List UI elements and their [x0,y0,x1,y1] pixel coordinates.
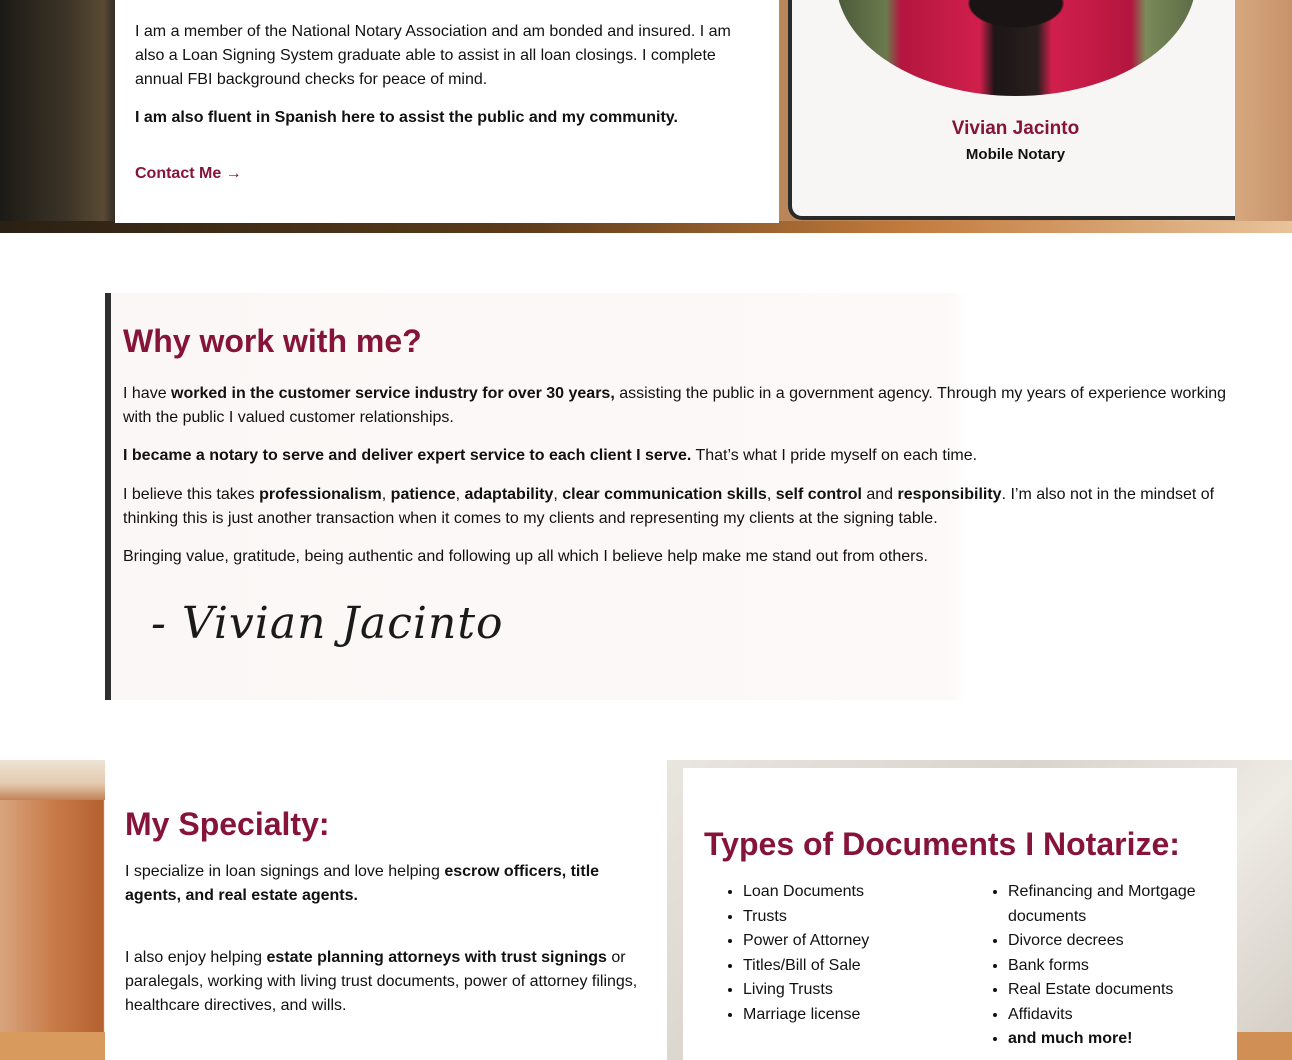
why-work-with-me-section [105,293,1240,700]
list-item: • Power of Attorney [743,929,963,954]
profile-photo [836,0,1196,96]
text: I also enjoy helping [125,949,267,966]
list-item: • Affidavits [1008,1003,1238,1028]
list-item: • and much more! [1008,1027,1238,1052]
list-item: • Titles/Bill of Sale [743,954,963,979]
documents-list-column-2 [988,880,1238,1052]
documents-heading: Types of Documents I Notarize: [704,826,1180,862]
specialty-paragraph-loan [125,860,645,908]
list-item: • Trusts [743,905,963,930]
list-item: • Bank forms [1008,954,1238,979]
text: . I’m also not in the mindset of thinking this is just another transaction when it comes to my clients and representing my clients at the signing table. [123,486,1215,527]
spanish-paragraph: I am also fluent in Spanish here to assist the public and my community. [135,109,678,126]
emphasis: self control [775,486,862,503]
emphasis: professionalism [259,486,382,503]
emphasis: escrow officers, title agents, and real estate agents. [125,863,600,904]
why-paragraph-experience [123,382,1238,430]
signature: - Vivian Jacinto [151,598,504,649]
about-paragraph: I am a member of the National Notary Association and am bonded and insured. I am also a Loan Signing System graduate able to assist in all loan closings. I complete annual FBI background checks for peace of mind. [135,23,731,88]
specialty-documents-section [0,760,1292,1060]
text: I specialize in loan signings and love helping [125,863,445,880]
about-card [115,0,779,223]
text: assisting the public in a government agency. Through my years of experience working with the public I valued customer relationships. [123,385,1227,426]
about-section [0,0,1292,233]
why-paragraph-service [123,444,1238,468]
documents-card [683,768,1237,1060]
list-item: • Loan Documents [743,880,963,905]
background-photo [0,1032,105,1060]
list-item: • Divorce decrees [1008,929,1238,954]
why-paragraph-value: Bringing value, gratitude, being authentic and following up all which I believe help make me stand out from others. [123,548,928,565]
emphasis: I became a notary to serve and deliver expert service to each client I serve. [123,447,692,464]
text: or paralegals, working with living trust documents, power of attorney filings, healthcare directives, and wills. [125,949,638,1014]
specialty-heading: My Specialty: [125,806,330,842]
emphasis: estate planning attorneys with trust signings [266,949,607,966]
list-item: • Refinancing and Mortgage documents [1008,880,1238,929]
text: and [861,486,898,503]
specialty-paragraph-estate [125,946,645,1018]
text: I believe this takes [123,486,260,503]
why-heading: Why work with me? [123,323,422,359]
specialty-card [105,760,667,1060]
emphasis: patience [390,486,456,503]
profile-name: Vivian Jacinto [951,118,1080,139]
emphasis: clear communication skills [562,486,767,503]
why-paragraph-qualities: I believe this takes professionalism, patience, adaptability, clear communication skills, self control and responsibility. I’m also not in the mindset of thinking this is just another transaction when it comes to my clients and representing my clients at the signing table. [123,486,1215,527]
list-item: • Marriage license [743,1003,963,1028]
contact-me-link[interactable]: Contact Me → [135,165,242,182]
profile-role: Mobile Notary [965,146,1066,163]
list-item: • Living Trusts [743,978,963,1003]
emphasis: worked in the customer service industry for over 30 years, [171,385,615,402]
text: I have [123,385,172,402]
text: That’s what I pride myself on each time. [691,447,978,464]
background-photo [0,760,105,800]
emphasis: adaptability [464,486,554,503]
background-photo [1237,1032,1292,1060]
emphasis: responsibility [897,486,1002,503]
documents-list-column-1 [723,880,963,1027]
profile-card [788,0,1235,220]
list-item: • Real Estate documents [1008,978,1238,1003]
